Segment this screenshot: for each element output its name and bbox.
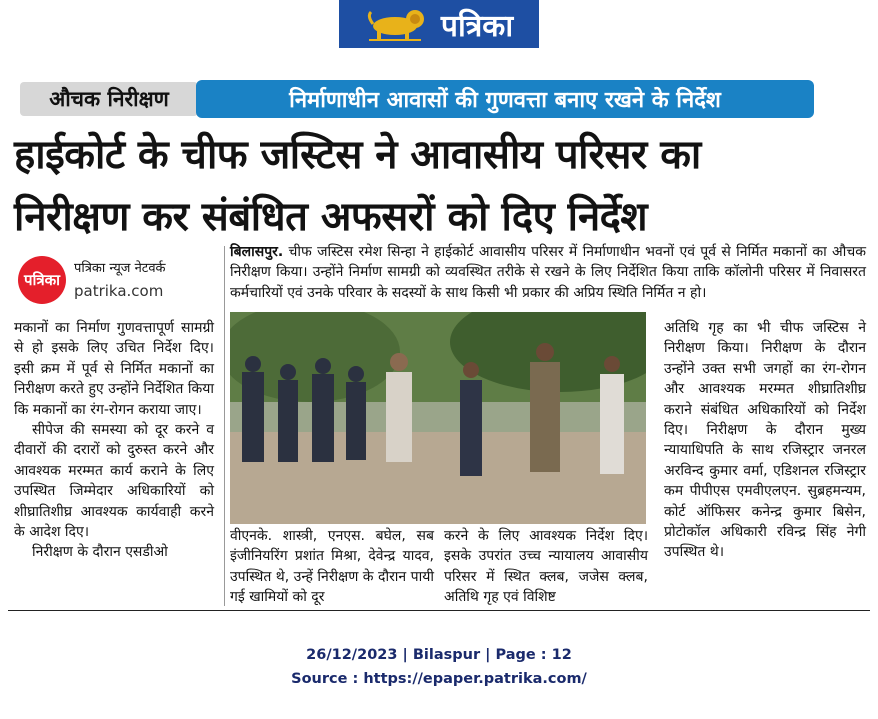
dateline: बिलासपुर.	[230, 244, 284, 260]
news-clipping	[8, 68, 870, 611]
col1-paragraph-3: निरीक्षण के दौरान एसडीओ	[32, 544, 168, 561]
column-3: अतिथि गृह का भी चीफ जस्टिस ने निरीक्षण किया। निरीक्षण के दौरान उन्होंने उक्त सभी जगहों का रंग-रोगन और आवश्यक मरम्मत शीघ्रातिशीघ्र कराने संबंधित अधिकारियों को निर्देश दिए। निरीक्षण के दौरान मुख्य न्यायाधिपति के साथ रजिस्ट्रार जनरल अरविन्द कुमार वर्मा, एडिशनल रजिस्ट्रार कम पीपीएस एमवीएलएन. सुब्रहमन्यम, कोर्ट ऑफिसर कनेन्द्र कुमार बिसेन, प्रोटोकॉल अधिकारी रविन्द्र सिंह नेगी उपस्थित थे।	[664, 320, 866, 561]
intro-paragraph	[230, 242, 866, 303]
footer-source: Source : https://epaper.patrika.com/	[291, 671, 587, 687]
column-2a: वीएनके. शास्त्री, एनएस. बघेल, सब इंजीनियरिंग प्रशांत मिश्रा, देवेन्द्र यादव, उपस्थित थे, उन्हें निरीक्षण के दौरान पायी गई खामियों को दूर	[230, 528, 434, 606]
masthead-title: पत्रिका	[440, 8, 514, 44]
byline	[74, 258, 166, 302]
headline-line-2: निरीक्षण कर संबंधित अफसरों को दिए निर्देश	[14, 194, 648, 240]
col1-paragraph-2: सीपेज की समस्या को दूर करने व दीवारों की दरारों को दुरुस्त करने और आवश्यक मरम्मत कार्य कराने के लिए उपस्थित जिम्मेदार अधिकारियों को शीघ्रातिशीघ्र आवश्यक कार्यवाही करने के आदेश दिए।	[14, 422, 214, 541]
intro-text: चीफ जस्टिस रमेश सिन्हा ने हाईकोर्ट आवासीय परिसर में निर्माणाधीन भवनों एवं पूर्व से निर्मित मकानों का औचक निरीक्षण किया। उन्होंने निर्माण सामग्री को व्यवस्थित तरीके से रखने के लिए निर्देशित किया ताकि कॉलोनी परिसर में निवासरत कर्मचारियों एवं उनके परिवार के सदस्यों के साथ किसी भी प्रकार की अप्रिय स्थिति निर्मित न हो।	[230, 244, 866, 301]
strap-headline: निर्माणाधीन आवासों की गुणवत्ता बनाए रखने के निर्देश	[196, 80, 814, 118]
footer-info: 26/12/2023 | Bilaspur | Page : 12	[306, 647, 572, 663]
headline	[14, 124, 864, 248]
column-1	[14, 318, 214, 563]
column-divider	[224, 246, 225, 606]
masthead	[339, 0, 539, 48]
headline-line-1: हाईकोर्ट के चीफ जस्टिस ने आवासीय परिसर का	[14, 132, 701, 178]
column-2b: करने के लिए आवश्यक निर्देश दिए। इसके उपरांत उच्च न्यायालय आवासीय परिसर में स्थित क्लब, जजेस क्लब, अतिथि गृह एवं विशिष्ट	[444, 528, 648, 606]
byline-network: पत्रिका न्यूज नेटवर्क	[74, 261, 166, 276]
lion-logo-icon	[365, 6, 431, 42]
patrika-logo: पत्रिका	[18, 256, 66, 304]
byline-site: patrika.com	[74, 282, 164, 300]
col1-paragraph-1: मकानों का निर्माण गुणवत्तापूर्ण सामग्री से हो इसके लिए उचित निर्देश दिए। इसी क्रम में पूर्व से निर्मित मकानों का निरीक्षण करते हुए उन्होंने निर्देशित किया कि मकानों का रंग-रोगन कराया जाए।	[14, 320, 214, 418]
inspection-photo	[230, 312, 646, 524]
section-tag: औचक निरीक्षण	[20, 82, 198, 116]
